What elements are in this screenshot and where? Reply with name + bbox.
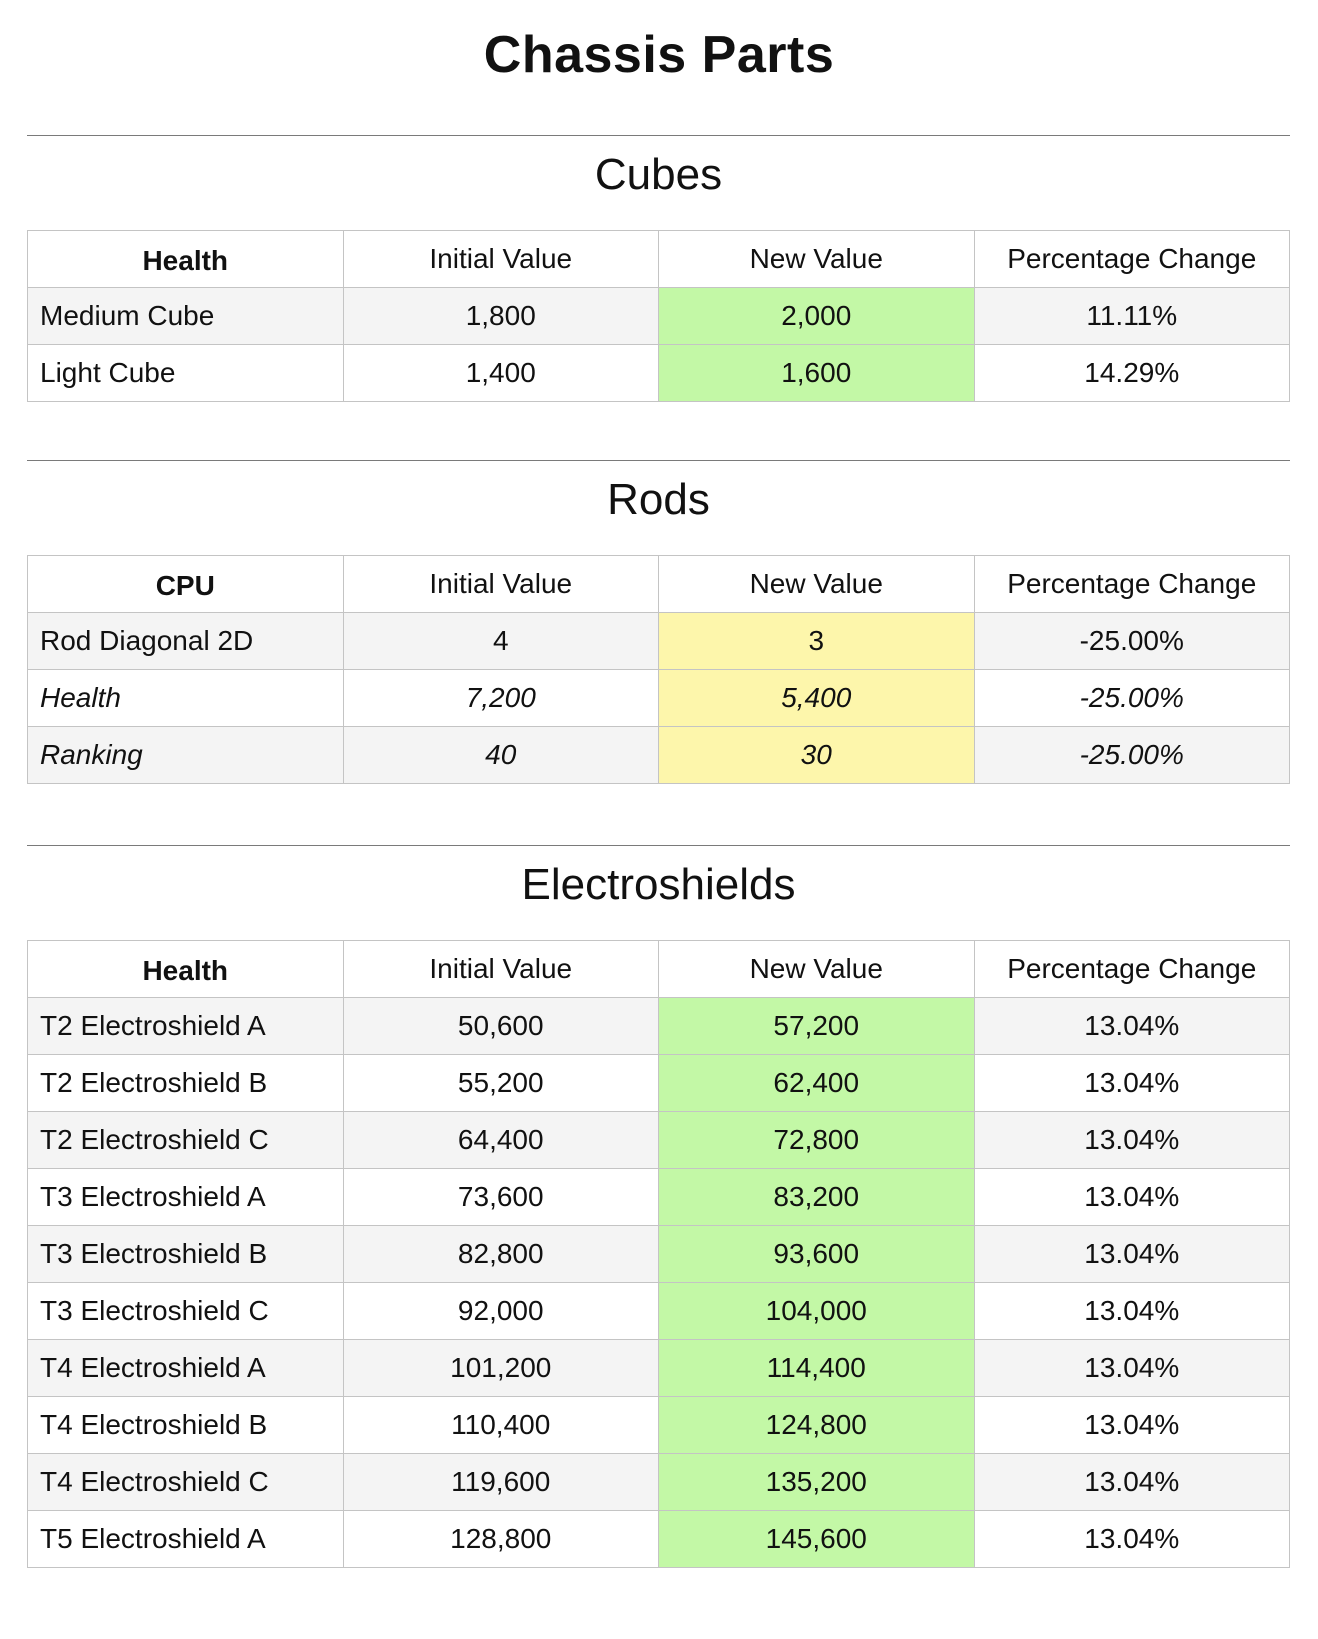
table-row [28, 1055, 1290, 1112]
row-name: T4 Electroshield B [28, 1397, 344, 1454]
new-value-cell: 3 [659, 613, 975, 670]
section-rods [27, 460, 1290, 800]
new-value-cell: 104,000 [659, 1283, 975, 1340]
initial-value-cell: 82,800 [343, 1226, 659, 1283]
initial-value-cell: 92,000 [343, 1283, 659, 1340]
initial-value-cell: 73,600 [343, 1169, 659, 1226]
percentage-change-cell: -25.00% [974, 613, 1290, 670]
percentage-change-cell: 13.04% [974, 1169, 1290, 1226]
new-value-cell: 30 [659, 727, 975, 784]
header-new-value: New Value [659, 231, 975, 288]
section-title-rods: Rods [607, 475, 710, 524]
percentage-change-cell: 13.04% [974, 1397, 1290, 1454]
header-health: Health [28, 941, 344, 998]
row-name: Light Cube [28, 345, 344, 402]
table-row [28, 1454, 1290, 1511]
row-name: Rod Diagonal 2D [28, 613, 344, 670]
header-initial-value: Initial Value [343, 231, 659, 288]
header-health: Health [28, 231, 344, 288]
header-cpu: CPU [28, 556, 344, 613]
new-value-cell: 114,400 [659, 1340, 975, 1397]
row-name: T2 Electroshield C [28, 1112, 344, 1169]
row-name: T4 Electroshield C [28, 1454, 344, 1511]
new-value-cell: 62,400 [659, 1055, 975, 1112]
initial-value-cell: 7,200 [343, 670, 659, 727]
percentage-change-cell: 13.04% [974, 1055, 1290, 1112]
initial-value-cell: 40 [343, 727, 659, 784]
percentage-change-cell: 13.04% [974, 1112, 1290, 1169]
initial-value-cell: 110,400 [343, 1397, 659, 1454]
percentage-change-cell: -25.00% [974, 727, 1290, 784]
initial-value-cell: 64,400 [343, 1112, 659, 1169]
page-title: Chassis Parts [483, 26, 835, 84]
row-name: Health [28, 670, 344, 727]
table-header-row [28, 556, 1290, 613]
table-row [28, 613, 1290, 670]
table-row [28, 1340, 1290, 1397]
table-row [28, 998, 1290, 1055]
percentage-change-cell: 14.29% [974, 345, 1290, 402]
header-initial-value: Initial Value [343, 556, 659, 613]
header-percentage-change: Percentage Change [974, 556, 1290, 613]
table-header-row [28, 941, 1290, 998]
percentage-change-cell: 13.04% [974, 1340, 1290, 1397]
initial-value-cell: 1,800 [343, 288, 659, 345]
new-value-cell: 57,200 [659, 998, 975, 1055]
table-row [28, 345, 1290, 402]
table-row [28, 1112, 1290, 1169]
new-value-cell: 83,200 [659, 1169, 975, 1226]
row-name: Ranking [28, 727, 344, 784]
table-row [28, 670, 1290, 727]
row-name: T4 Electroshield A [28, 1340, 344, 1397]
table-row [28, 288, 1290, 345]
section-electroshields [27, 845, 1290, 1605]
new-value-cell: 2,000 [659, 288, 975, 345]
percentage-change-cell: 13.04% [974, 1226, 1290, 1283]
header-percentage-change: Percentage Change [974, 941, 1290, 998]
table-row [28, 1397, 1290, 1454]
section-divider [27, 135, 1290, 136]
new-value-cell: 1,600 [659, 345, 975, 402]
row-name: T5 Electroshield A [28, 1511, 344, 1568]
table-header-row [28, 231, 1290, 288]
percentage-change-cell: 13.04% [974, 998, 1290, 1055]
new-value-cell: 135,200 [659, 1454, 975, 1511]
cubes-table [27, 230, 1290, 402]
section-divider [27, 845, 1290, 846]
row-name: T2 Electroshield A [28, 998, 344, 1055]
header-initial-value: Initial Value [343, 941, 659, 998]
new-value-cell: 124,800 [659, 1397, 975, 1454]
percentage-change-cell: 13.04% [974, 1511, 1290, 1568]
new-value-cell: 145,600 [659, 1511, 975, 1568]
percentage-change-cell: -25.00% [974, 670, 1290, 727]
new-value-cell: 5,400 [659, 670, 975, 727]
row-name: T3 Electroshield B [28, 1226, 344, 1283]
table-row [28, 1511, 1290, 1568]
rods-table [27, 555, 1290, 784]
initial-value-cell: 101,200 [343, 1340, 659, 1397]
row-name: T3 Electroshield A [28, 1169, 344, 1226]
row-name: Medium Cube [28, 288, 344, 345]
table-row [28, 1226, 1290, 1283]
percentage-change-cell: 13.04% [974, 1454, 1290, 1511]
table-row [28, 727, 1290, 784]
section-title-electroshields: Electroshields [521, 860, 796, 909]
table-row [28, 1169, 1290, 1226]
initial-value-cell: 1,400 [343, 345, 659, 402]
row-name: T3 Electroshield C [28, 1283, 344, 1340]
section-cubes [27, 135, 1290, 415]
initial-value-cell: 119,600 [343, 1454, 659, 1511]
new-value-cell: 93,600 [659, 1226, 975, 1283]
percentage-change-cell: 13.04% [974, 1283, 1290, 1340]
header-new-value: New Value [659, 556, 975, 613]
section-title-cubes: Cubes [594, 150, 723, 199]
header-new-value: New Value [659, 941, 975, 998]
percentage-change-cell: 11.11% [974, 288, 1290, 345]
section-divider [27, 460, 1290, 461]
table-row [28, 1283, 1290, 1340]
header-percentage-change: Percentage Change [974, 231, 1290, 288]
electroshields-table [27, 940, 1290, 1568]
initial-value-cell: 50,600 [343, 998, 659, 1055]
initial-value-cell: 4 [343, 613, 659, 670]
initial-value-cell: 55,200 [343, 1055, 659, 1112]
new-value-cell: 72,800 [659, 1112, 975, 1169]
row-name: T2 Electroshield B [28, 1055, 344, 1112]
initial-value-cell: 128,800 [343, 1511, 659, 1568]
